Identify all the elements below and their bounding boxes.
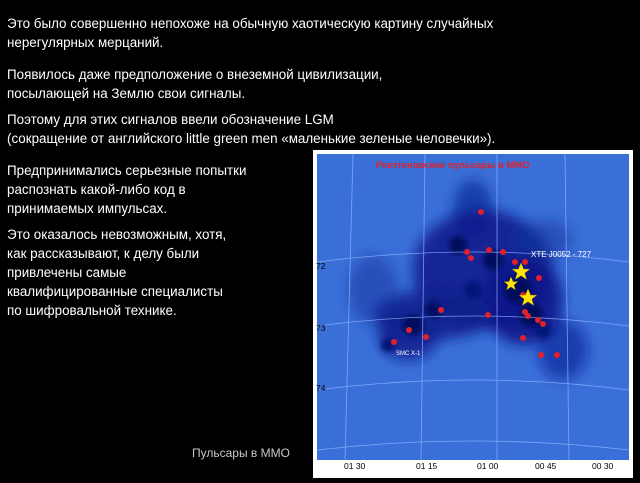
paragraph-3: [7, 110, 495, 148]
paragraph-2: [7, 65, 382, 103]
paragraph-3-line-2: (сокращение от английского little green men «маленькие зеленые человечки»).: [7, 131, 496, 146]
pulsar-dot: [525, 313, 531, 319]
paragraph-5-line-5: по шифровальной технике.: [7, 303, 177, 318]
pulsar-dot: [464, 249, 470, 255]
paragraph-5-line-1: Это оказалось невозможным, хотя,: [7, 227, 227, 242]
paragraph-5-line-4: квалифицированные специалисты: [7, 284, 223, 299]
paragraph-5-line-3: привлечены самые: [7, 265, 127, 280]
pulsar-dot: [538, 352, 544, 358]
pulsar-dot: [512, 259, 518, 265]
source-label: XTE J0052 - 727: [531, 250, 592, 259]
pulsar-dot: [478, 209, 484, 215]
pulsar-dot: [540, 321, 546, 327]
paragraph-1: [7, 14, 493, 52]
figure-caption: Пульсары в ММО: [192, 446, 290, 460]
y-tick-label: 73: [316, 323, 326, 333]
x-tick-label: 01 15: [416, 461, 438, 471]
paragraph-1-line-2: нерегулярных мерцаний.: [7, 35, 164, 50]
paragraph-2-line-1: Появилось даже предположение о внеземной цивилизации,: [7, 67, 383, 82]
paragraph-5-line-2: как рассказывают, к делу были: [7, 246, 200, 261]
y-tick-label: 74: [316, 383, 326, 393]
paragraph-4-line-1: Предпринимались серьезные попытки: [7, 163, 247, 178]
x-tick-label: 00 30: [592, 461, 614, 471]
pulsar-dot: [554, 352, 560, 358]
paragraph-4-line-3: принимаемых импульсах.: [7, 201, 168, 216]
pulsar-dot: [535, 317, 541, 323]
smc-label: SMC X-1: [396, 351, 421, 357]
x-tick-label: 01 00: [477, 461, 499, 471]
smc-xray-map-image: [313, 150, 633, 478]
pulsar-dot: [522, 259, 528, 265]
smc-xray-map: [313, 150, 633, 478]
x-tick-label: 00 45: [535, 461, 557, 471]
paragraph-1-line-1: Это было совершенно непохоже на обычную хаотическую картину случайных: [7, 16, 494, 31]
pulsar-dot: [406, 327, 412, 333]
pulsar-dot: [468, 255, 474, 261]
pulsar-dot: [438, 307, 444, 313]
x-tick-label: 01 30: [344, 461, 366, 471]
pulsar-dot: [486, 247, 492, 253]
figure-title: Рентгеновские пульсары в ММО: [376, 160, 530, 171]
y-tick-label: 72: [316, 261, 326, 271]
paragraph-3-line-1: Поэтому для этих сигналов ввели обозначение LGM: [7, 112, 334, 127]
paragraph-2-line-2: посылающей на Землю свои сигналы.: [7, 86, 246, 101]
pulsar-dot: [500, 249, 506, 255]
pulsar-dot: [520, 335, 526, 341]
pulsar-dot: [391, 339, 397, 345]
pulsar-dot: [536, 275, 542, 281]
pulsar-dot: [485, 312, 491, 318]
paragraph-5: [7, 225, 226, 320]
pulsar-dot: [423, 334, 429, 340]
paragraph-4-line-2: распознать какой-либо код в: [7, 182, 186, 197]
paragraph-4: [7, 161, 247, 218]
